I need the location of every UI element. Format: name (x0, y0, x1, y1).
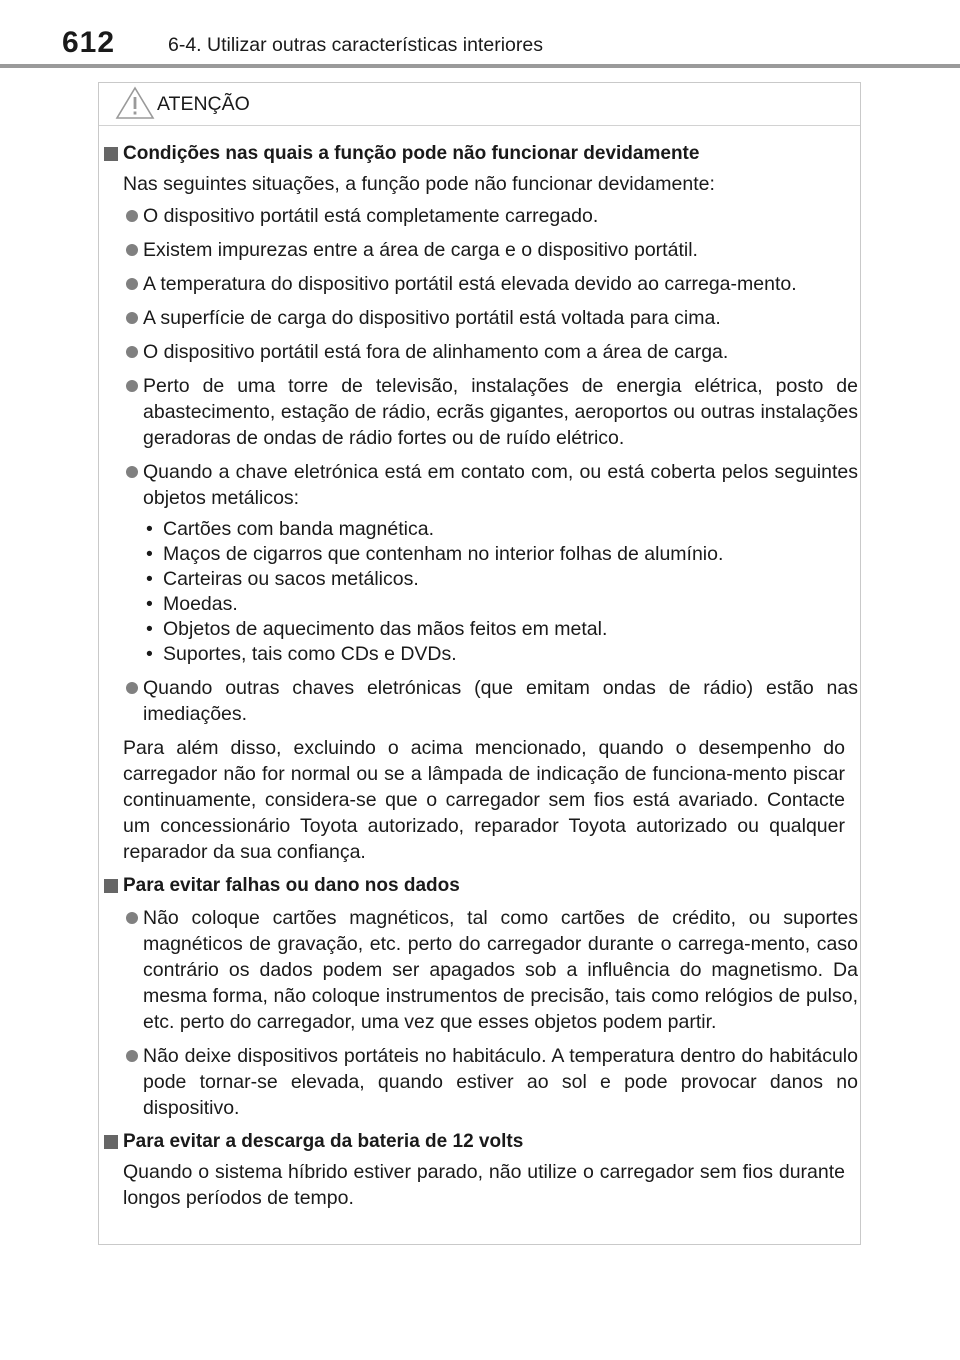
sub-list-item-text: Maços de cigarros que contenham no interior folhas de alumínio. (163, 543, 724, 565)
warning-content (99, 141, 862, 1211)
list-item-text: A superfície de carga do dispositivo portátil está voltada para cima. (143, 307, 721, 329)
dot-bullet-icon: • (146, 643, 153, 665)
warning-triangle-icon (115, 86, 155, 120)
page-header (62, 24, 942, 64)
warning-header (99, 83, 860, 126)
list-item-text: A temperatura do dispositivo portátil está elevada devido ao carrega-mento. (143, 273, 797, 295)
circle-bullet-icon (126, 278, 138, 290)
square-bullet-icon (104, 147, 118, 161)
dot-bullet-icon: • (146, 618, 153, 640)
circle-bullet-icon (126, 244, 138, 256)
bullet-list (99, 203, 862, 727)
list-item-text: Quando outras chaves eletrónicas (que emitam ondas de rádio) estão nas imediações. (143, 677, 858, 725)
circle-bullet-icon (126, 466, 138, 478)
section-heading (99, 1129, 862, 1155)
sub-list-item (143, 567, 858, 592)
section-heading (99, 141, 862, 167)
header-rule (0, 64, 960, 68)
sub-list-item (143, 592, 858, 617)
circle-bullet-icon (126, 380, 138, 392)
section-heading-text: Condições nas quais a função pode não funcionar devidamente (123, 143, 700, 164)
sub-list (143, 517, 858, 667)
list-item (123, 1043, 858, 1121)
list-item (123, 905, 858, 1035)
sub-list-item (143, 517, 858, 542)
section-heading-text: Para evitar a descarga da bateria de 12 volts (123, 1131, 524, 1152)
sub-list-item-text: Carteiras ou sacos metálicos. (163, 568, 419, 590)
section-intro: Quando o sistema híbrido estiver parado, não utilize o carregador sem fios durante longos períodos de tempo. (123, 1161, 845, 1209)
dot-bullet-icon: • (146, 593, 153, 615)
square-bullet-icon (104, 879, 118, 893)
sub-list-item-text: Cartões com banda magnética. (163, 518, 434, 540)
list-item-text: Existem impurezas entre a área de carga e o dispositivo portátil. (143, 239, 698, 261)
circle-bullet-icon (126, 210, 138, 222)
section-heading (99, 873, 862, 899)
bullet-list (99, 905, 862, 1121)
list-item-text: O dispositivo portátil está completamente carregado. (143, 205, 599, 227)
list-item (123, 237, 858, 263)
list-item-text: Perto de uma torre de televisão, instalações de energia elétrica, posto de abastecimento, estação de rádio, ecrãs gigantes, aeroportos ou outras instalações geradoras de ondas de rádio fortes ou de ruído elétrico. (143, 375, 858, 449)
list-item (123, 675, 858, 727)
section-intro: Nas seguintes situações, a função pode não funcionar devidamente: (123, 173, 715, 195)
dot-bullet-icon: • (146, 518, 153, 540)
sub-list-item (143, 542, 858, 567)
circle-bullet-icon (126, 346, 138, 358)
list-item-text: Não coloque cartões magnéticos, tal como cartões de crédito, ou suportes magnéticos de gravação, etc. perto do carregador durante o carrega-mento, caso contrário os dados podem ser apagados sob a influência do magnetismo. Da mesma forma, não coloque instrumentos de precisão, tais como relógios de pulso, etc. perto do carregador, uma vez que esses objetos podem partir. (143, 907, 858, 1033)
list-item-text: Quando a chave eletrónica está em contato com, ou está coberta pelos seguintes objetos metálicos: (143, 461, 858, 509)
section-closing: Para além disso, excluindo o acima mencionado, quando o desempenho do carregador não for normal ou se a lâmpada de indicação de funciona-mento piscar continuamente, considera-se que o carregador sem fios está avariado. Contacte um concessionário Toyota autorizado, reparador Toyota autorizado ou qualquer reparador da sua confiança. (123, 737, 845, 863)
list-item (123, 203, 858, 229)
sub-list-item (143, 617, 858, 642)
circle-bullet-icon (126, 312, 138, 324)
list-item (123, 373, 858, 451)
sub-list-item-text: Suportes, tais como CDs e DVDs. (163, 643, 457, 665)
square-bullet-icon (104, 1135, 118, 1149)
list-item-text: Não deixe dispositivos portáteis no habitáculo. A temperatura dentro do habitáculo pode tornar-se elevada, quando estiver ao sol e pode provocar danos no dispositivo. (143, 1045, 858, 1119)
page-number: 612 (62, 26, 116, 59)
section-title: 6-4. Utilizar outras características interiores (168, 34, 543, 56)
circle-bullet-icon (126, 1050, 138, 1062)
sub-list-item-text: Moedas. (163, 593, 238, 615)
circle-bullet-icon (126, 912, 138, 924)
circle-bullet-icon (126, 682, 138, 694)
section-heading-text: Para evitar falhas ou dano nos dados (123, 875, 460, 896)
list-item (123, 459, 858, 667)
warning-box (98, 82, 861, 1245)
dot-bullet-icon: • (146, 568, 153, 590)
list-item (123, 339, 858, 365)
warning-title: ATENÇÃO (157, 93, 250, 115)
list-item (123, 305, 858, 331)
list-item-text: O dispositivo portátil está fora de alinhamento com a área de carga. (143, 341, 729, 363)
sub-list-item (143, 642, 858, 667)
dot-bullet-icon: • (146, 543, 153, 565)
list-item (123, 271, 858, 297)
sub-list-item-text: Objetos de aquecimento das mãos feitos em metal. (163, 618, 608, 640)
